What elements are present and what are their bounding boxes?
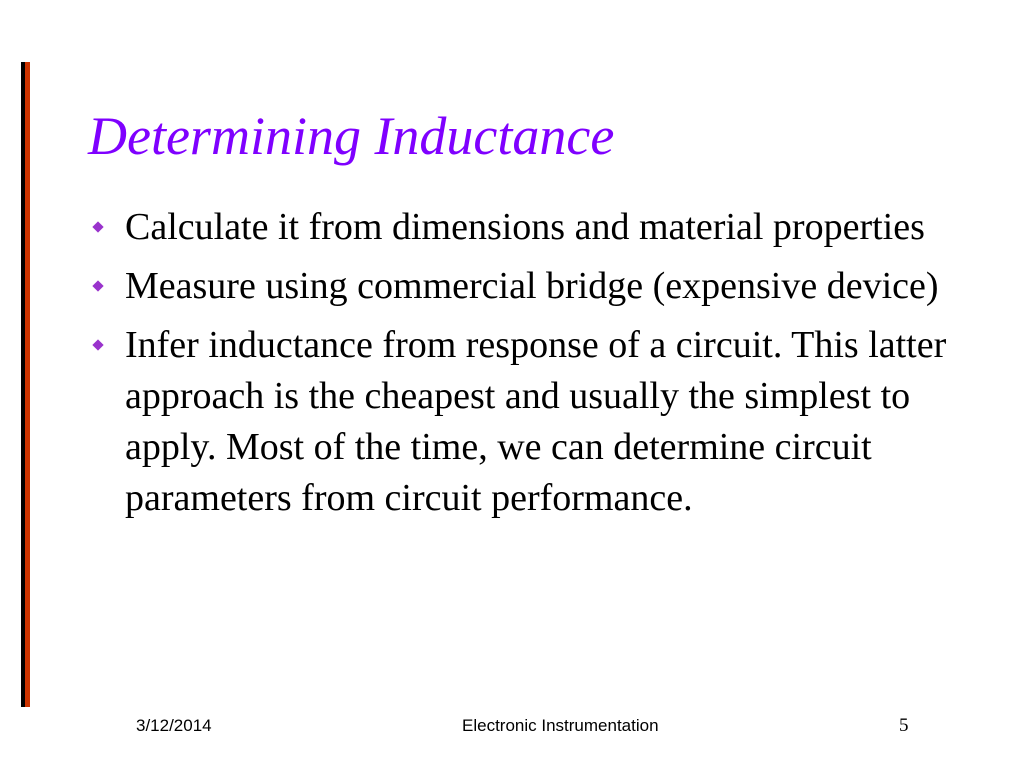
bullet-item-1 bbox=[88, 202, 998, 253]
bullet-item-3 bbox=[88, 320, 998, 524]
diamond-bullet-icon bbox=[92, 339, 103, 350]
bullet-item-2 bbox=[88, 261, 998, 312]
slide-title: Determining Inductance bbox=[88, 106, 615, 166]
bullet-list bbox=[88, 202, 998, 532]
footer-title: Electronic Instrumentation bbox=[462, 716, 659, 735]
bullet-text-3: Infer inductance from response of a circuit. This latter approach is the cheapest and usually the simplest to apply. Most of the time, we can determine circuit parameters from circuit performance. bbox=[125, 324, 947, 519]
diamond-bullet-icon bbox=[92, 221, 103, 232]
bullet-text-2: Measure using commercial bridge (expensive device) bbox=[125, 265, 939, 307]
side-bar-red bbox=[25, 62, 30, 707]
bullet-text-1: Calculate it from dimensions and material properties bbox=[125, 206, 925, 248]
page-number: 5 bbox=[899, 715, 909, 736]
diamond-bullet-icon bbox=[92, 280, 103, 291]
footer-date: 3/12/2014 bbox=[136, 716, 212, 735]
